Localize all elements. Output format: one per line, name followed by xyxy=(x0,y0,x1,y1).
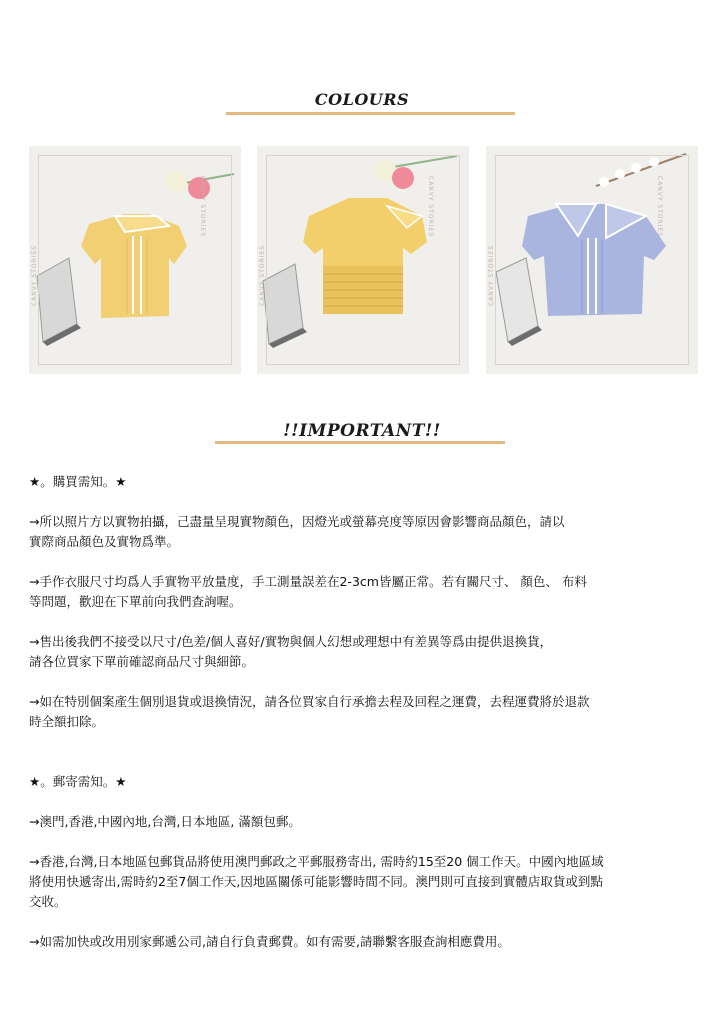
purchase-item-1: →所以照片方以實物拍攝，己盡量呈現實物顏色，因燈光或螢幕亮度等原因會影響商品顏色，請以 xyxy=(29,514,565,529)
shipping-item-2-cont: 將使用快遞寄出,需時約2至7個工作天,因地區關係可能影響時間不同。澳門則可直接到實體店取貨或到點 xyxy=(29,874,603,889)
purchase-item-2-cont: 等問題，歡迎在下單前向我們查詢喔。 xyxy=(29,594,242,609)
brand-watermark: CANVY STORIES xyxy=(655,176,663,238)
heading-underline xyxy=(215,441,505,444)
purchase-item-3: →售出後我們不接受以尺寸/色差/個人喜好/實物與個人幻想或理想中有差異等爲由提供退換貨， xyxy=(29,634,553,649)
shipping-title: ★。郵寄需知。★ xyxy=(29,774,127,789)
brand-watermark: CANVY STORIES xyxy=(488,244,495,306)
product-photo-blue-collar[interactable] xyxy=(486,146,698,374)
brand-watermark: CANVY STORIES xyxy=(259,244,266,306)
shipping-item-1: →澳門,香港,中國內地,台灣,日本地區, 滿額包郵。 xyxy=(29,814,301,829)
colours-heading: COLOURS xyxy=(314,90,410,109)
purchase-item-3-cont: 請各位買家下單前確認商品尺寸與細節。 xyxy=(29,654,255,669)
shipping-notice xyxy=(29,772,694,952)
purchase-title: ★。購買需知。★ xyxy=(29,474,127,489)
shipping-item-3: →如需加快或改用別家郵遞公司,請自行負責郵費。如有需要,請聯繫客服查詢相應費用。 xyxy=(29,934,510,949)
purchase-item-2: →手作衣服尺寸均爲人手實物平放量度，手工測量誤差在2-3cm皆屬正常。若有關尺寸、 顏色、 布料 xyxy=(29,574,587,589)
brand-watermark: CANVY STORIES xyxy=(198,176,206,238)
product-photo-yellow-smocked[interactable] xyxy=(257,146,469,374)
purchase-notice xyxy=(29,472,694,732)
purchase-item-4-cont: 時全額扣除。 xyxy=(29,714,105,729)
shipping-item-2: →香港,台灣,日本地區包郵貨品將使用澳門郵政之平郵服務寄出, 需時約15至20 個工作天。中國內地區域 xyxy=(29,854,604,869)
brand-watermark: CANVY STORIES xyxy=(426,176,434,238)
important-heading: !!IMPORTANT!! xyxy=(283,421,441,441)
heading-underline xyxy=(226,112,515,115)
product-photo-yellow-collar[interactable] xyxy=(29,146,241,374)
shipping-item-2-cont2: 交收。 xyxy=(29,894,67,909)
purchase-item-4: →如在特別個案產生個別退貨或退換情況，請各位買家自行承擔去程及回程之運費，去程運費將於退款 xyxy=(29,694,590,709)
brand-watermark: CANVY STORIES xyxy=(31,244,38,306)
purchase-item-1-cont: 實際商品顏色及實物爲準。 xyxy=(29,534,180,549)
